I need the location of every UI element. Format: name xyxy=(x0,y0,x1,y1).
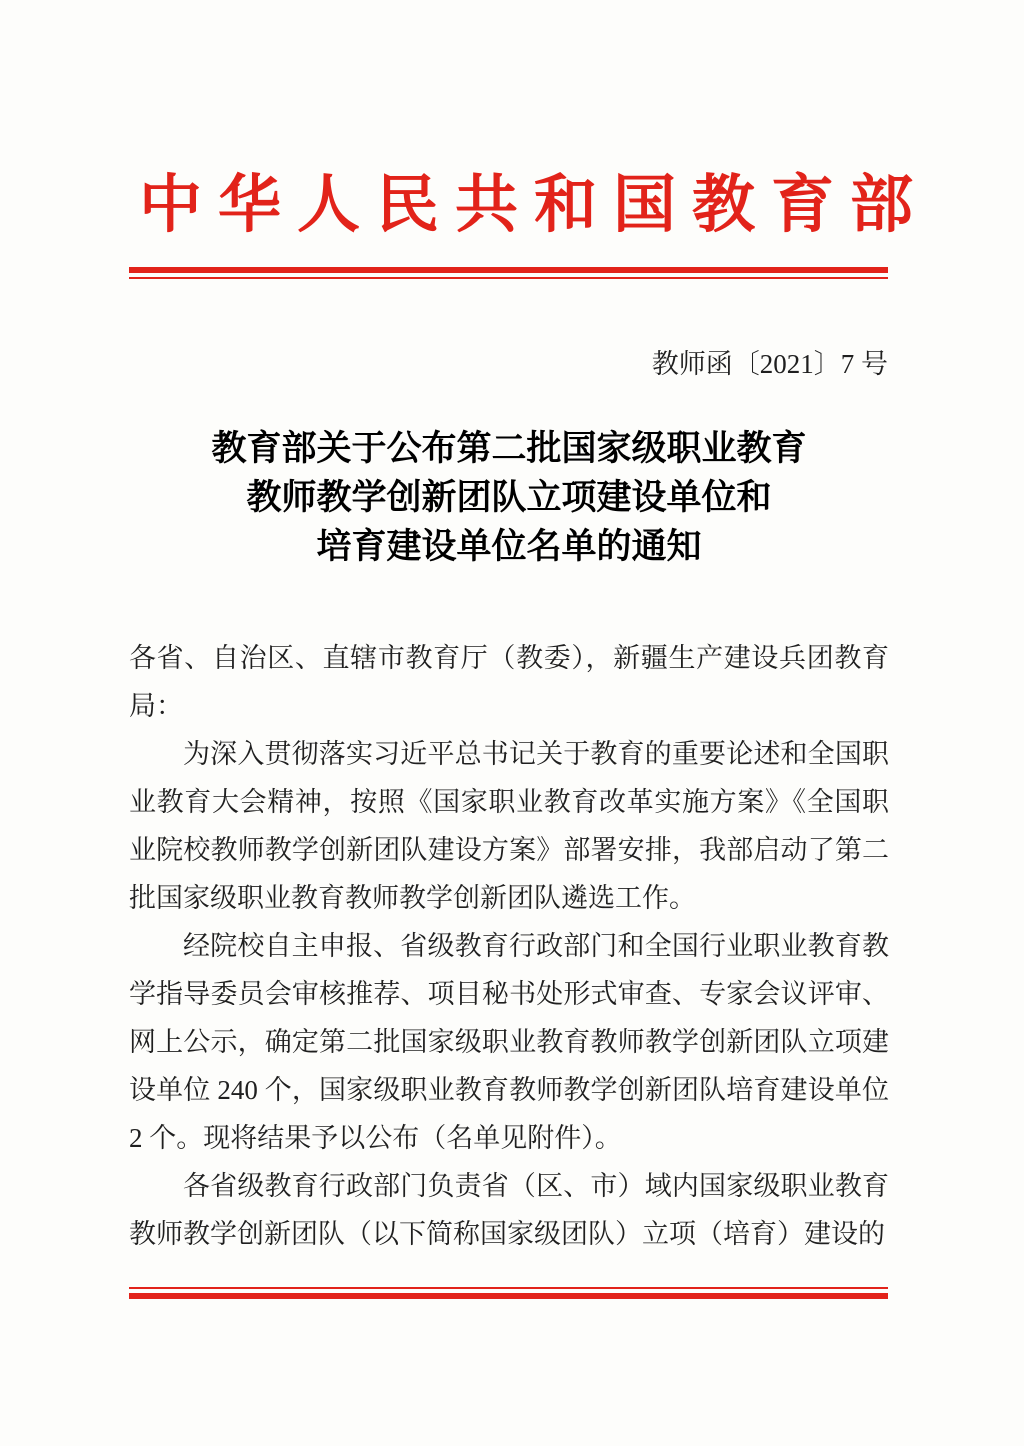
notice-title xyxy=(129,424,889,571)
notice-title-line-3: 培育建设单位名单的通知 xyxy=(316,527,702,566)
salutation: 各省、自治区、直辖市教育厅（教委），新疆生产建设兵团教育局： xyxy=(129,643,889,721)
footer-thick-line xyxy=(129,1293,888,1299)
divider-thin-line xyxy=(129,277,888,279)
notice-title-line-1: 教育部关于公布第二批国家级职业教育 xyxy=(211,429,807,468)
letterhead-divider xyxy=(129,267,888,279)
paragraph-3: 各省级教育行政部门负责省（区、市）域内国家级职业教育教师教学创新团队（以下简称国家级团队）立项（培育）建设的 xyxy=(129,1171,889,1249)
notice-title-line-2: 教师教学创新团队立项建设单位和 xyxy=(246,478,772,517)
paragraph-2: 经院校自主申报、省级教育行政部门和全国行业职业教育教学指导委员会审核推荐、项目秘书处形式审查、专家会议评审、网上公示，确定第二批国家级职业教育教师教学创新团队立项建设单位 240 个，国家级职业教育教师教学创新团队培育建设单位 2 个。现将结果予以公布（名单见附件）。 xyxy=(129,931,889,1153)
document-reference-number: 教师函〔2021〕7 号 xyxy=(651,349,888,379)
paragraph-1: 为深入贯彻落实习近平总书记关于教育的重要论述和全国职业教育大会精神，按照《国家职业教育改革实施方案》《全国职业院校教师教学创新团队建设方案》部署安排，我部启动了第二批国家级职业教育教师教学创新团队遴选工作。 xyxy=(129,739,889,913)
footer-divider xyxy=(129,1287,888,1299)
ministry-letterhead: 中华人民共和国教育部 xyxy=(139,170,929,240)
notice-body xyxy=(129,634,889,1258)
